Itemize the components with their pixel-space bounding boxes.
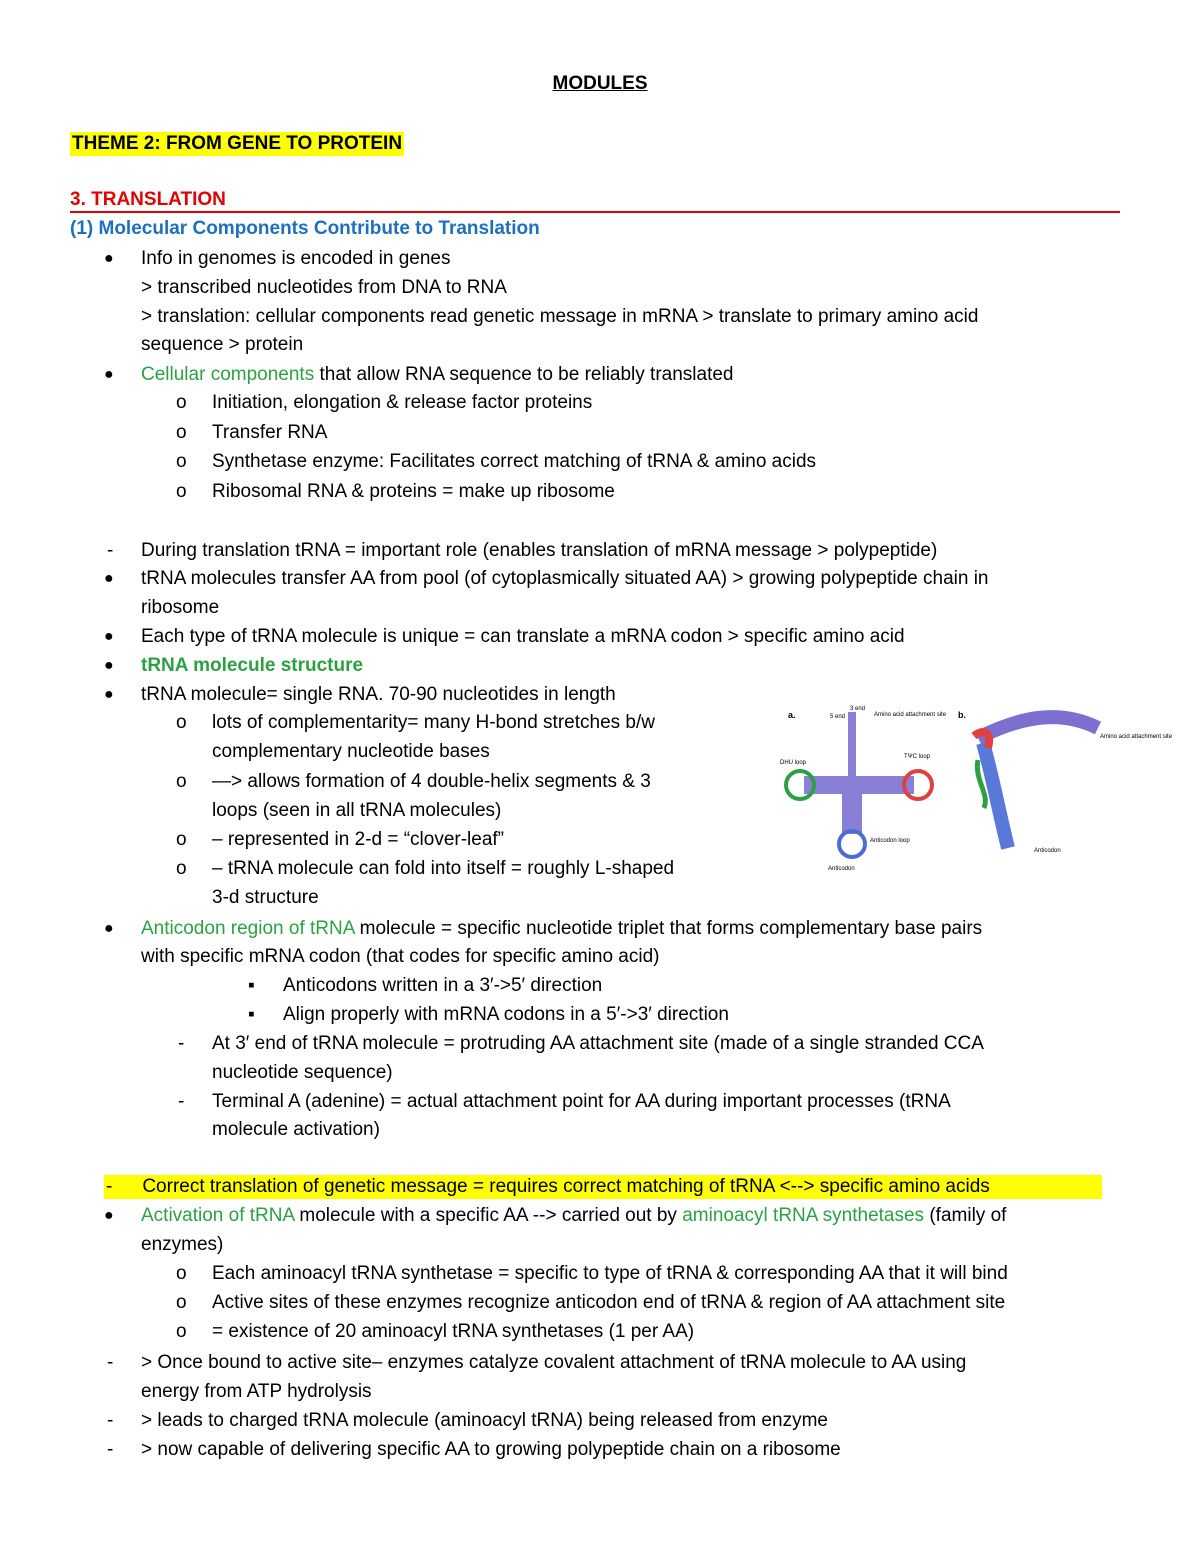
trna-figure [778,698,1173,876]
sub-bullet-marker: o [176,392,187,413]
text-line: – represented in 2-d = “clover-leaf” [212,829,505,850]
three-end-label: 3 end [850,706,866,712]
subsection-heading: (1) Molecular Components Contribute to Translation [70,218,540,239]
bullet-marker: ● [104,570,114,587]
text-line: – tRNA molecule can fold into itself = roughly L-shaped [212,858,675,879]
sub-bullet-marker: o [176,858,187,879]
dash-marker: - [106,1176,113,1197]
sub-bullet-marker: o [176,1321,187,1342]
text-span: (family of [924,1205,1007,1226]
text-line: ribosome [141,597,220,618]
aa-site-label-b: Amino acid attachment site [1100,734,1173,740]
text-line: > leads to charged tRNA molecule (aminoacyl tRNA) being released from enzyme [141,1410,828,1431]
text-line: > transcribed nucleotides from DNA to RNA [141,277,507,298]
keyword: Anticodon region of tRNA [141,918,355,939]
bullet-marker: ● [104,657,114,674]
text-line: enzymes) [141,1234,224,1255]
text-line [141,1204,1006,1228]
text-line: tRNA molecule structure [141,655,364,676]
text-line [141,917,982,941]
anticodon-label: Anticodon [828,866,855,872]
keyword: aminoacyl tRNA synthetases [682,1205,925,1226]
anticodon-stem [842,794,862,834]
text-line: Ribosomal RNA & proteins = make up ribosome [212,481,615,502]
square-marker: ▪ [248,1004,255,1025]
aa-site-label: Amino acid attachment site [874,712,947,718]
text-span: molecule with a specific AA --> carried out by [294,1205,683,1226]
bullet-marker: ● [104,1207,114,1224]
text-line: nucleotide sequence) [212,1062,393,1083]
text-line: Anticodons written in a 3′->5′ direction [283,975,603,996]
figure-label-a: a. [788,710,796,720]
text-line: = existence of 20 aminoacyl tRNA synthetases (1 per AA) [212,1321,695,1342]
sub-bullet-marker: o [176,451,187,472]
text-line: molecule activation) [212,1119,380,1140]
text-line: During translation tRNA = important role (enables translation of mRNA message > polypeptide) [141,540,938,561]
square-marker: ▪ [248,975,255,996]
text-line: Initiation, elongation & release factor proteins [212,392,593,413]
dash-marker: - [107,1352,114,1373]
text-line: > translation: cellular components read genetic message in mRNA > translate to primary amino acid [141,306,979,327]
dhu-label: DHU loop [780,760,807,766]
sub-bullet-marker: o [176,712,187,733]
sub-bullet-marker: o [176,1292,187,1313]
five-end-label: 5 end [830,714,846,720]
dash-marker: - [107,540,114,561]
theme-heading: THEME 2: FROM GENE TO PROTEIN [72,133,403,154]
section-heading: 3. TRANSLATION [70,189,1120,213]
text-span: Correct translation of genetic message = requires correct matching of tRNA <--> specific amino acids [142,1176,990,1197]
tpc-label: TΨC loop [904,754,931,760]
text-line: > Once bound to active site– enzymes catalyze covalent attachment of tRNA molecule to AA using [141,1352,967,1373]
text-line: with specific mRNA codon (that codes for specific amino acid) [141,946,660,967]
dash-marker: - [107,1410,114,1431]
anticodon-loop [839,831,865,857]
anticodon-loop-label: Anticodon loop [870,838,910,844]
text-line: —> allows formation of 4 double-helix segments & 3 [212,771,651,792]
text-line: complementary nucleotide bases [212,741,490,762]
text-line [141,363,734,387]
page-title: MODULES [552,73,648,94]
text-line: Align properly with mRNA codons in a 5′->3′ direction [283,1004,729,1025]
text-line: energy from ATP hydrolysis [141,1381,372,1402]
text-line: loops (seen in all tRNA molecules) [212,800,502,821]
sub-bullet-marker: o [176,422,187,443]
text-line: Each type of tRNA molecule is unique = can translate a mRNA codon > specific amino acid [141,626,905,647]
text-line: > now capable of delivering specific AA to growing polypeptide chain on a ribosome [141,1439,841,1460]
text-line: Transfer RNA [212,422,328,443]
trna-diagram [778,698,1173,876]
text-span: molecule = specific nucleotide triplet that forms complementary base pairs [354,918,983,939]
bullet-marker: ● [104,686,114,703]
text-line: Terminal A (adenine) = actual attachment point for AA during important processes (tRNA [212,1091,951,1112]
keyword: Cellular components [141,364,315,385]
bullet-marker: ● [104,920,114,937]
acceptor-stem [848,712,856,782]
sub-bullet-marker: o [176,829,187,850]
text-line: 3-d structure [212,887,319,908]
l-shape-top-arm [978,717,1098,738]
sub-bullet-marker: o [176,771,187,792]
text-line: Synthetase enzyme: Facilitates correct matching of tRNA & amino acids [212,451,817,472]
bullet-marker: ● [104,250,114,267]
anticodon-label-b: Anticodon [1034,848,1061,854]
bullet-marker: ● [104,628,114,645]
central-arms [804,776,914,794]
sub-bullet-marker: o [176,1263,187,1284]
dash-marker: - [178,1091,185,1112]
text-line: At 3′ end of tRNA molecule = protruding AA attachment site (made of a single stranded CCA [212,1033,984,1054]
keyword: Activation of tRNA [141,1205,295,1226]
figure-label-b: b. [958,710,966,720]
text-line: Active sites of these enzymes recognize anticodon end of tRNA & region of AA attachment site [212,1292,1006,1313]
text-line: lots of complementarity= many H-bond stretches b/w [212,712,655,733]
text-line: tRNA molecule= single RNA. 70-90 nucleotides in length [141,684,616,705]
sub-bullet-marker: o [176,481,187,502]
text-span: that allow RNA sequence to be reliably translated [314,364,734,385]
text-line: Info in genomes is encoded in genes [141,248,451,269]
text-line: tRNA molecules transfer AA from pool (of cytoplasmically situated AA) > growing polypeptide chain in [141,568,989,589]
text-line: sequence > protein [141,334,304,355]
bullet-marker: ● [104,366,114,383]
text-line: Each aminoacyl tRNA synthetase = specific to type of tRNA & corresponding AA that it will bind [212,1263,1008,1284]
dash-marker: - [107,1439,114,1460]
highlighted-line [104,1175,1102,1199]
dash-marker: - [178,1033,185,1054]
